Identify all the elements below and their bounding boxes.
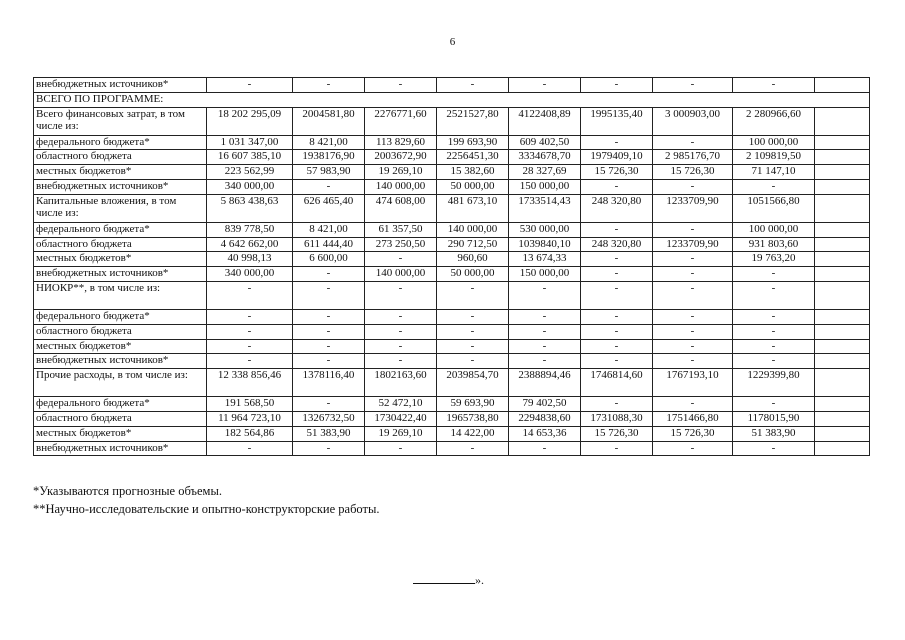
value-cell: 223 562,99 [207,165,293,180]
value-cell: 1 031 347,00 [207,135,293,150]
value-cell: 182 564,86 [207,426,293,441]
value-cell: - [207,78,293,93]
value-cell: - [653,222,733,237]
value-cell: 2 280966,60 [733,107,815,135]
value-cell: - [293,441,365,456]
empty-cell [815,397,870,412]
value-cell: 150 000,00 [509,267,581,282]
value-cell: 931 803,60 [733,237,815,252]
row-label-cell: Прочие расходы, в том числе из: [34,369,207,397]
section-header-cell: ВСЕГО ПО ПРОГРАММЕ: [34,92,870,107]
value-cell: 57 983,90 [293,165,365,180]
value-cell: 8 421,00 [293,222,365,237]
value-cell: 273 250,50 [365,237,437,252]
value-cell: 1979409,10 [581,150,653,165]
table-row [34,354,870,369]
value-cell: 8 421,00 [293,135,365,150]
empty-cell [815,411,870,426]
value-cell: 1802163,60 [365,369,437,397]
value-cell: 1178015,90 [733,411,815,426]
value-cell: - [207,339,293,354]
empty-cell [815,252,870,267]
value-cell: - [653,179,733,194]
value-cell: - [653,354,733,369]
value-cell: 1995135,40 [581,107,653,135]
empty-cell [815,324,870,339]
value-cell: - [581,267,653,282]
empty-cell [815,107,870,135]
value-cell: - [509,441,581,456]
value-cell: 13 674,33 [509,252,581,267]
value-cell: - [207,441,293,456]
table-row [34,179,870,194]
value-cell: 15 382,60 [437,165,509,180]
value-cell: - [509,78,581,93]
value-cell: 290 712,50 [437,237,509,252]
value-cell: 626 465,40 [293,194,365,222]
value-cell: 113 829,60 [365,135,437,150]
value-cell: - [733,354,815,369]
row-label-cell: местных бюджетов* [34,252,207,267]
value-cell: 611 444,40 [293,237,365,252]
value-cell: - [365,309,437,324]
table-row [34,281,870,309]
table-row [34,135,870,150]
value-cell: - [581,339,653,354]
value-cell: 140 000,00 [365,179,437,194]
value-cell: 11 964 723,10 [207,411,293,426]
value-cell: 1733514,43 [509,194,581,222]
value-cell: - [581,441,653,456]
value-cell: - [365,78,437,93]
row-label-cell: внебюджетных источников* [34,441,207,456]
value-cell: 1233709,90 [653,237,733,252]
empty-cell [815,369,870,397]
empty-cell [815,179,870,194]
value-cell: - [509,339,581,354]
table-row [34,252,870,267]
value-cell: 248 320,80 [581,194,653,222]
value-cell: - [207,281,293,309]
table-row [34,309,870,324]
value-cell: 40 998,13 [207,252,293,267]
table-row [34,339,870,354]
value-cell: 191 568,50 [207,397,293,412]
row-label-cell: областного бюджета [34,237,207,252]
value-cell: 1751466,80 [653,411,733,426]
value-cell: - [293,339,365,354]
value-cell: - [365,339,437,354]
value-cell: 340 000,00 [207,179,293,194]
footnote-forecast: *Указываются прогнозные объемы. [33,484,222,498]
row-label-cell: федерального бюджета* [34,397,207,412]
value-cell: - [437,324,509,339]
row-label-cell: НИОКР**, в том числе из: [34,281,207,309]
value-cell: 2256451,30 [437,150,509,165]
row-label-cell: областного бюджета [34,411,207,426]
value-cell: 530 000,00 [509,222,581,237]
value-cell: 3334678,70 [509,150,581,165]
value-cell: - [365,441,437,456]
value-cell: - [653,135,733,150]
closing-quote: ». [475,573,484,587]
value-cell: - [293,354,365,369]
value-cell: - [365,354,437,369]
value-cell: 18 202 295,09 [207,107,293,135]
value-cell: - [365,281,437,309]
value-cell: - [293,397,365,412]
value-cell: - [437,441,509,456]
value-cell: 50 000,00 [437,179,509,194]
value-cell: - [581,222,653,237]
row-label-cell: Всего финансовых затрат, в том числе из: [34,107,207,135]
value-cell: 2388894,46 [509,369,581,397]
value-cell: 52 472,10 [365,397,437,412]
value-cell: - [207,324,293,339]
empty-cell [815,222,870,237]
value-cell: 2039854,70 [437,369,509,397]
value-cell: 19 269,10 [365,426,437,441]
empty-cell [815,78,870,93]
value-cell: 1229399,80 [733,369,815,397]
value-cell: 2 109819,50 [733,150,815,165]
row-label-cell: внебюджетных источников* [34,179,207,194]
row-label-cell: федерального бюджета* [34,135,207,150]
table-row [34,426,870,441]
value-cell: - [733,179,815,194]
value-cell: 2294838,60 [509,411,581,426]
value-cell: - [437,354,509,369]
value-cell: - [207,309,293,324]
value-cell: - [293,281,365,309]
value-cell: - [733,324,815,339]
value-cell: - [437,78,509,93]
value-cell: 3 000903,00 [653,107,733,135]
table-row [34,222,870,237]
value-cell: - [581,135,653,150]
table-row [34,165,870,180]
value-cell: 59 693,90 [437,397,509,412]
value-cell: - [733,309,815,324]
budget-table-body [34,78,870,456]
value-cell: - [653,309,733,324]
table-row [34,78,870,93]
value-cell: - [365,252,437,267]
signature-underline [413,572,475,584]
value-cell: 1233709,90 [653,194,733,222]
value-cell: - [437,339,509,354]
value-cell: 1039840,10 [509,237,581,252]
value-cell: 100 000,00 [733,135,815,150]
value-cell: 5 863 438,63 [207,194,293,222]
value-cell: 474 608,00 [365,194,437,222]
table-row [34,411,870,426]
footnotes [33,482,380,518]
value-cell: 2276771,60 [365,107,437,135]
value-cell: 609 402,50 [509,135,581,150]
value-cell: - [653,267,733,282]
value-cell: 100 000,00 [733,222,815,237]
empty-cell [815,267,870,282]
value-cell: 15 726,30 [581,426,653,441]
table-row [34,107,870,135]
empty-cell [815,194,870,222]
value-cell: - [581,252,653,267]
value-cell: 50 000,00 [437,267,509,282]
value-cell: 199 693,90 [437,135,509,150]
value-cell: 2 985176,70 [653,150,733,165]
value-cell: 1730422,40 [365,411,437,426]
value-cell: 2004581,80 [293,107,365,135]
value-cell: 839 778,50 [207,222,293,237]
value-cell: - [293,324,365,339]
value-cell: 16 607 385,10 [207,150,293,165]
value-cell: 340 000,00 [207,267,293,282]
row-label-cell: федерального бюджета* [34,222,207,237]
value-cell: 28 327,69 [509,165,581,180]
value-cell: - [733,78,815,93]
value-cell: 19 269,10 [365,165,437,180]
value-cell: - [581,397,653,412]
value-cell: 79 402,50 [509,397,581,412]
value-cell: 1938176,90 [293,150,365,165]
value-cell: 12 338 856,46 [207,369,293,397]
value-cell: 51 383,90 [733,426,815,441]
value-cell: 14 422,00 [437,426,509,441]
value-cell: 1326732,50 [293,411,365,426]
empty-cell [815,354,870,369]
row-label-cell: федерального бюджета* [34,309,207,324]
value-cell: - [733,281,815,309]
value-cell: - [733,441,815,456]
table-row [34,441,870,456]
value-cell: 960,60 [437,252,509,267]
row-label-cell: внебюджетных источников* [34,78,207,93]
value-cell: 14 653,36 [509,426,581,441]
value-cell: - [581,354,653,369]
value-cell: 2521527,80 [437,107,509,135]
value-cell: 1378116,40 [293,369,365,397]
value-cell: - [437,281,509,309]
row-label-cell: Капитальные вложения, в том числе из: [34,194,207,222]
value-cell: 1051566,80 [733,194,815,222]
value-cell: - [293,309,365,324]
value-cell: 6 600,00 [293,252,365,267]
value-cell: - [653,78,733,93]
page-number: 6 [449,36,456,48]
value-cell: 140 000,00 [365,267,437,282]
value-cell: 15 726,30 [581,165,653,180]
value-cell: - [581,324,653,339]
empty-cell [815,135,870,150]
value-cell: - [293,179,365,194]
table-row [34,194,870,222]
value-cell: - [581,281,653,309]
value-cell: - [437,309,509,324]
row-label-cell: областного бюджета [34,324,207,339]
empty-cell [815,281,870,309]
row-label-cell: местных бюджетов* [34,339,207,354]
table-row [34,150,870,165]
empty-cell [815,150,870,165]
value-cell: 1746814,60 [581,369,653,397]
value-cell: - [293,78,365,93]
empty-cell [815,426,870,441]
value-cell: 4 642 662,00 [207,237,293,252]
value-cell: 140 000,00 [437,222,509,237]
value-cell: 1767193,10 [653,369,733,397]
row-label-cell: внебюджетных источников* [34,354,207,369]
value-cell: - [293,267,365,282]
value-cell: - [509,281,581,309]
value-cell: 481 673,10 [437,194,509,222]
value-cell: 1965738,80 [437,411,509,426]
table-row [34,369,870,397]
table-row [34,324,870,339]
value-cell: - [653,441,733,456]
value-cell: 150 000,00 [509,179,581,194]
row-label-cell: местных бюджетов* [34,165,207,180]
empty-cell [815,165,870,180]
value-cell: - [581,309,653,324]
value-cell: 19 763,20 [733,252,815,267]
empty-cell [815,441,870,456]
row-label-cell: местных бюджетов* [34,426,207,441]
value-cell: - [653,397,733,412]
empty-cell [815,339,870,354]
value-cell: - [733,397,815,412]
value-cell: - [653,252,733,267]
value-cell: 15 726,30 [653,426,733,441]
value-cell: - [653,324,733,339]
value-cell: 1731088,30 [581,411,653,426]
closing-line [413,572,484,588]
value-cell: 71 147,10 [733,165,815,180]
value-cell: 15 726,30 [653,165,733,180]
value-cell: 51 383,90 [293,426,365,441]
value-cell: - [733,339,815,354]
footnote-niokr: **Научно-исследовательские и опытно-конструкторские работы. [33,502,380,516]
table-row [34,92,870,107]
row-label-cell: внебюджетных источников* [34,267,207,282]
value-cell: 4122408,89 [509,107,581,135]
row-label-cell: областного бюджета [34,150,207,165]
value-cell: - [207,354,293,369]
value-cell: 61 357,50 [365,222,437,237]
value-cell: - [733,267,815,282]
value-cell: - [509,354,581,369]
budget-table [33,77,870,456]
value-cell: 248 320,80 [581,237,653,252]
value-cell: - [653,281,733,309]
value-cell: - [509,324,581,339]
table-row [34,237,870,252]
table-row [34,267,870,282]
value-cell: - [581,78,653,93]
value-cell: - [581,179,653,194]
value-cell: 2003672,90 [365,150,437,165]
value-cell: - [653,339,733,354]
value-cell: - [365,324,437,339]
empty-cell [815,237,870,252]
table-row [34,397,870,412]
empty-cell [815,309,870,324]
value-cell: - [509,309,581,324]
